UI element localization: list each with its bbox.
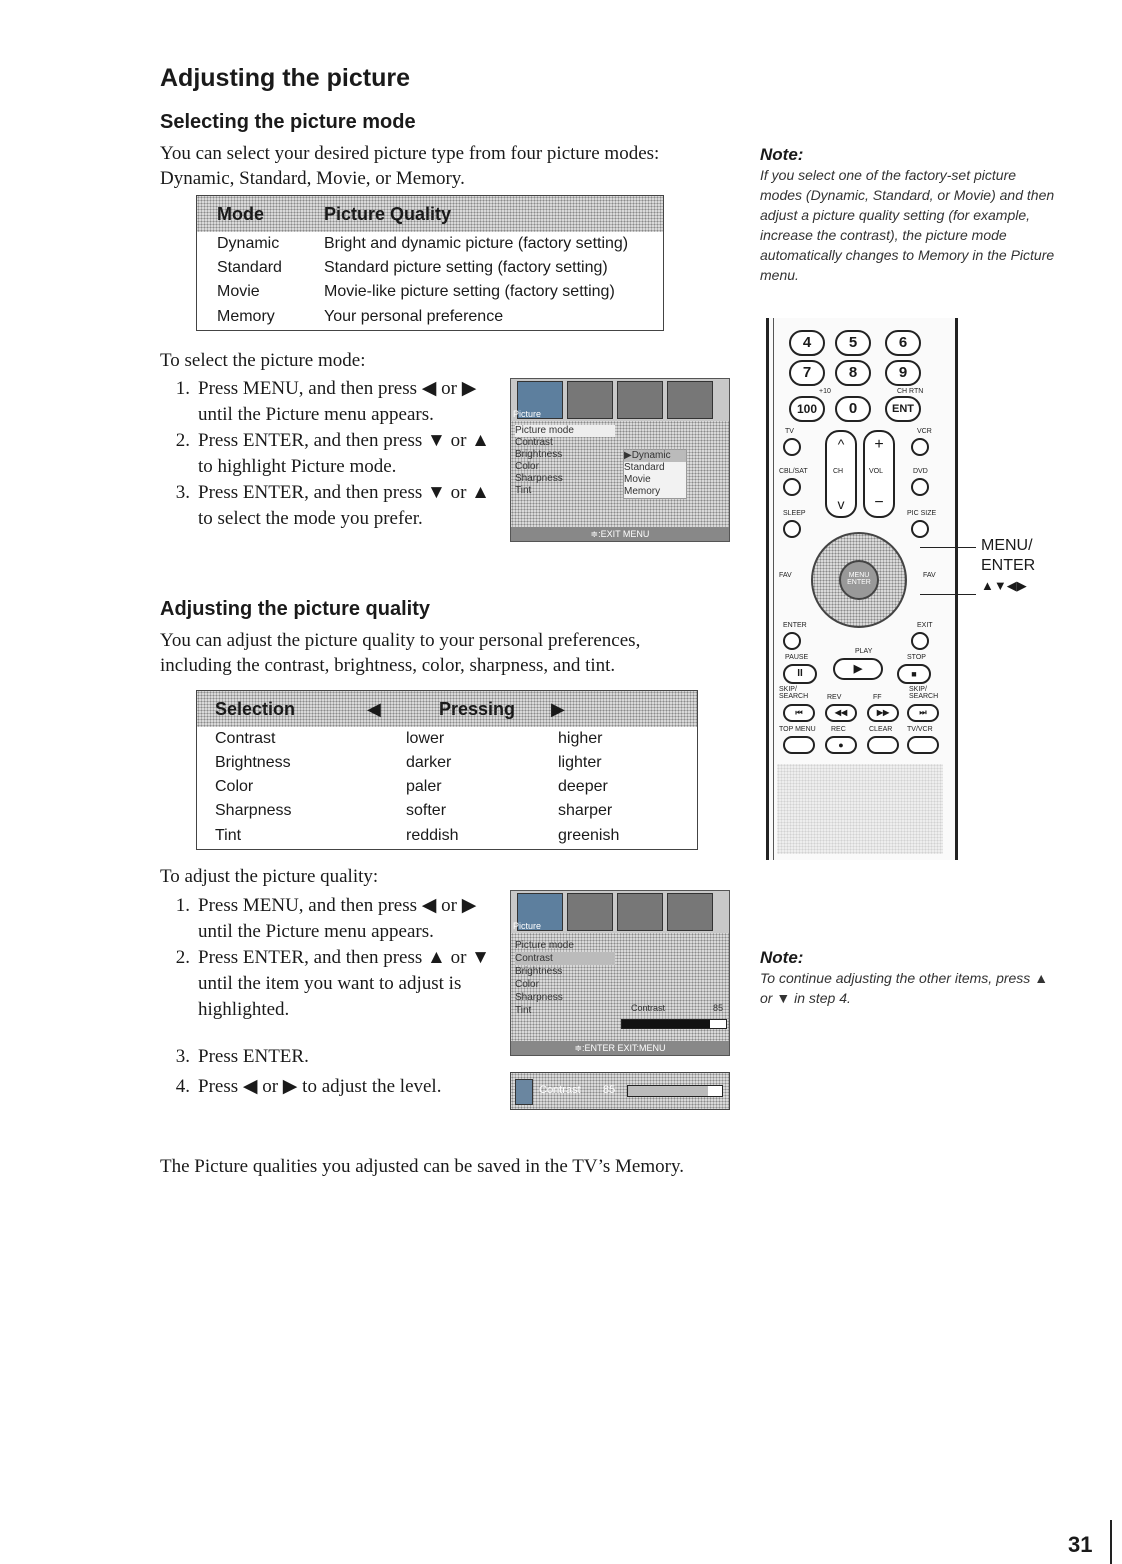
osd-title: Picture	[513, 921, 542, 931]
label-fav-right: FAV	[923, 572, 936, 579]
table-row	[197, 775, 697, 799]
play-icon: ▶	[833, 658, 883, 680]
label-enter: ENTER	[783, 622, 807, 629]
callout-menu: MENU/	[981, 537, 1033, 554]
osd-item: Brightness	[515, 449, 563, 460]
osd-icon-bar	[511, 379, 729, 421]
picture-mode-osd-screenshot	[510, 378, 730, 542]
picture-mode-intro: You can select your desired picture type from four picture modes: Dynamic, Standard, Movie, or Memory.	[160, 143, 660, 189]
button-7: 7	[789, 360, 825, 386]
right-effect-cell: greenish	[558, 827, 620, 844]
contrast-level-bar	[510, 1072, 730, 1110]
osd-item: Tint	[515, 485, 532, 496]
right-effect-cell: higher	[558, 730, 603, 747]
channel-rocker	[825, 430, 857, 518]
step-text: Press MENU, and then press ◀ or ▶ until the Picture menu appears.	[198, 895, 477, 942]
table-row	[197, 280, 663, 304]
page-number-rule	[1110, 1520, 1112, 1564]
right-effect-cell: deeper	[558, 778, 608, 795]
table-row	[197, 232, 663, 256]
channel-icon	[667, 381, 713, 419]
quality-cell: Standard picture setting (factory setting)	[324, 259, 608, 276]
label-tvvcr: TV/VCR	[907, 726, 933, 733]
list-item	[160, 428, 500, 480]
enter-button	[783, 632, 801, 650]
osd-option: Movie	[624, 474, 651, 485]
osd-item: Picture mode	[515, 940, 574, 951]
callout-line-arrows	[920, 594, 976, 595]
list-item	[160, 893, 510, 945]
directional-pad	[811, 532, 907, 628]
remote-edge-line	[773, 318, 774, 860]
step-text: Press ENTER, and then press ▲ or ▼ until the item you want to adjust is highlighted.	[198, 947, 490, 1020]
osd-item: Brightness	[515, 966, 563, 977]
osd-item: Sharpness	[515, 992, 563, 1003]
osd-item: Color	[515, 979, 539, 990]
step-text: Press ◀ or ▶ to adjust the level.	[198, 1076, 442, 1097]
selection-cell: Brightness	[215, 754, 291, 771]
cblsat-button	[783, 478, 801, 496]
setup-icon	[617, 381, 663, 419]
callout-arrows: ▲▼◀▶	[981, 578, 1027, 593]
osd-item: Contrast	[515, 952, 615, 965]
osd-slider-label: Contrast	[631, 1003, 666, 1013]
dvd-button	[911, 478, 929, 496]
picture-quality-intro: You can adjust the picture quality to your personal preferences, including the contrast, brightness, color, sharpness, and tint.	[160, 630, 641, 676]
left-effect-cell: lower	[406, 730, 445, 747]
level-value: 85	[603, 1084, 616, 1096]
step-text: Press ENTER, and then press ▼ or ▲ to highlight Picture mode.	[198, 430, 490, 477]
label-ch: CH	[833, 468, 844, 475]
button-100: 100	[789, 396, 825, 422]
top-menu-button	[783, 736, 815, 754]
osd-option: ▶Dynamic	[624, 450, 686, 462]
step-number: 3.	[175, 482, 190, 503]
osd-menu-list	[515, 425, 615, 497]
step-number: 3.	[175, 1046, 190, 1067]
mode-cell: Movie	[217, 283, 260, 300]
table-row	[197, 823, 697, 849]
picture-quality-steps-intro: To adjust the picture quality:	[160, 866, 379, 887]
minus-icon: −	[874, 494, 884, 511]
tv-button	[783, 438, 801, 456]
osd-title: Picture	[513, 409, 542, 419]
note-title: Note:	[760, 948, 804, 967]
step-text: Press ENTER, and then press ▼ or ▲ to select the mode you prefer.	[198, 482, 490, 529]
label-rec: REC	[831, 726, 846, 733]
note-text: If you select one of the factory-set picture modes (Dynamic, Standard, or Movie) and then adjust a picture quality setting (for example, increase the contrast), the picture mode automatically changes to Memory in the Picture menu.	[760, 167, 1055, 283]
list-item	[160, 1044, 510, 1070]
label-tv: TV	[785, 428, 794, 435]
level-track	[627, 1085, 723, 1097]
osd-option: Memory	[624, 486, 661, 497]
label-dvd: DVD	[913, 468, 928, 475]
closing-sentence: The Picture qualities you adjusted can be saved in the TV’s Memory.	[160, 1156, 684, 1177]
label-cblsat: CBL/SAT	[779, 468, 808, 475]
label-skip-fwd: SKIP/ SEARCH	[909, 686, 939, 700]
channel-icon	[667, 893, 713, 931]
picture-quality-steps	[160, 893, 510, 1023]
left-effect-cell: softer	[406, 802, 447, 819]
note-title: Note:	[760, 145, 804, 164]
exit-button	[911, 632, 929, 650]
tvvcr-button	[907, 736, 939, 754]
volume-rocker	[863, 430, 895, 518]
osd-slider-readout	[631, 1003, 723, 1013]
button-9: 9	[885, 360, 921, 386]
quality-cell: Your personal preference	[324, 308, 504, 325]
level-fill	[628, 1086, 708, 1096]
picture-mode-table	[196, 195, 664, 331]
plus-icon: +	[874, 436, 884, 453]
list-item	[160, 1074, 510, 1100]
table-header-row	[197, 196, 663, 232]
list-item	[160, 945, 510, 1023]
picture-quality-osd-screenshot	[510, 890, 730, 1056]
audio-icon	[567, 381, 613, 419]
right-arrow-icon: ▶	[551, 698, 565, 719]
label-clear: CLEAR	[869, 726, 893, 733]
label-play: PLAY	[855, 648, 873, 655]
picture-quality-table	[196, 690, 698, 850]
table-header-pressing: Pressing	[439, 698, 516, 719]
step-number: 2.	[175, 430, 190, 451]
label-exit: EXIT	[917, 622, 933, 629]
audio-icon	[567, 893, 613, 931]
label-plus10: +10	[819, 388, 831, 395]
page-number: 31	[1068, 1532, 1093, 1557]
note-continue-adjusting	[760, 948, 1060, 1008]
quality-cell: Movie-like picture setting (factory setting)	[324, 283, 615, 300]
callout-line-menu	[920, 547, 976, 548]
left-effect-cell: reddish	[406, 827, 459, 844]
osd-item: Color	[515, 461, 539, 472]
level-label: Contrast	[539, 1084, 581, 1096]
label-stop: STOP	[907, 654, 926, 661]
step-number: 4.	[175, 1076, 190, 1097]
quality-cell: Bright and dynamic picture (factory setting)	[324, 235, 629, 252]
label-rev: REV	[827, 694, 842, 701]
label-sleep: SLEEP	[783, 510, 806, 517]
clear-button	[867, 736, 899, 754]
label-pause: PAUSE	[785, 654, 809, 661]
remote-control-illustration	[766, 318, 958, 860]
note-text: To continue adjusting the other items, press ▲ or ▼ in step 4.	[760, 970, 1049, 1006]
osd-menu-list	[515, 939, 615, 1017]
table-row	[197, 256, 663, 280]
table-row	[197, 751, 697, 775]
osd-item: Sharpness	[515, 473, 563, 484]
pause-icon: II	[783, 664, 817, 684]
table-row	[197, 799, 697, 823]
osd-slider-fill	[622, 1020, 710, 1028]
osd-slider-value: 85	[712, 1003, 723, 1013]
label-topmenu: TOP MENU	[779, 726, 816, 733]
section-heading-picture-quality: Adjusting the picture quality	[160, 598, 431, 620]
table-row	[197, 727, 697, 751]
list-item	[160, 480, 500, 532]
step-number: 1.	[175, 895, 190, 916]
button-6: 6	[885, 330, 921, 356]
button-0: 0	[835, 396, 871, 422]
table-header-mode: Mode	[217, 203, 264, 224]
selection-cell: Tint	[215, 827, 242, 844]
menu-enter-button: MENU ENTER	[839, 560, 879, 600]
picture-icon	[515, 1079, 533, 1105]
record-icon: ●	[825, 736, 857, 754]
osd-item: Picture mode	[515, 425, 615, 437]
label-vol: VOL	[869, 468, 884, 475]
osd-footer: ≑:EXIT MENU	[511, 527, 729, 541]
label-vcr: VCR	[917, 428, 932, 435]
osd-slider-track	[621, 1019, 727, 1029]
fast-forward-icon: ▶▶	[867, 704, 899, 722]
right-effect-cell: lighter	[558, 754, 602, 771]
step-number: 2.	[175, 947, 190, 968]
osd-options-popup	[623, 449, 687, 499]
sleep-button	[783, 520, 801, 538]
chevron-down-icon: v	[837, 496, 845, 512]
chevron-up-icon: ^	[837, 436, 845, 452]
step-text: Press MENU, and then press ◀ or ▶ until the Picture menu appears.	[198, 378, 477, 425]
left-effect-cell: darker	[406, 754, 452, 771]
setup-icon	[617, 893, 663, 931]
list-item	[160, 376, 500, 428]
picture-mode-steps-intro: To select the picture mode:	[160, 350, 366, 371]
table-row	[197, 304, 663, 330]
mode-cell: Dynamic	[217, 235, 280, 252]
mode-cell: Memory	[217, 308, 275, 325]
vcr-button	[911, 438, 929, 456]
label-skip-back: SKIP/ SEARCH	[779, 686, 809, 700]
selection-cell: Color	[215, 778, 254, 795]
picsize-button	[911, 520, 929, 538]
picture-mode-steps	[160, 376, 500, 532]
remote-callout	[981, 536, 1035, 596]
step-text: Press ENTER.	[198, 1046, 309, 1067]
right-effect-cell: sharper	[558, 802, 613, 819]
label-picsize: PIC SIZE	[907, 510, 937, 517]
step-number: 1.	[175, 378, 190, 399]
left-effect-cell: paler	[406, 778, 442, 795]
label-fav-left: FAV	[779, 572, 792, 579]
stop-icon: ■	[897, 664, 931, 684]
skip-back-icon: ⏮	[783, 704, 815, 722]
button-4: 4	[789, 330, 825, 356]
callout-enter: ENTER	[981, 557, 1036, 574]
label-chrtn: CH RTN	[897, 388, 924, 395]
osd-item: Tint	[515, 1005, 532, 1016]
table-header-selection: Selection	[215, 698, 296, 719]
selection-cell: Contrast	[215, 730, 276, 747]
button-5: 5	[835, 330, 871, 356]
osd-option: Standard	[624, 462, 665, 473]
osd-icon-bar	[511, 891, 729, 933]
rewind-icon: ◀◀	[825, 704, 857, 722]
table-header-row	[197, 691, 697, 727]
left-arrow-icon: ◀	[367, 698, 381, 719]
picture-quality-steps-continued	[160, 1044, 510, 1100]
button-8: 8	[835, 360, 871, 386]
mode-cell: Standard	[217, 259, 282, 276]
label-ff: FF	[873, 694, 882, 701]
osd-item: Contrast	[515, 437, 553, 448]
page-title: Adjusting the picture	[160, 64, 410, 92]
section-heading-picture-mode: Selecting the picture mode	[160, 111, 416, 133]
skip-forward-icon: ⏭	[907, 704, 939, 722]
selection-cell: Sharpness	[215, 802, 292, 819]
remote-lower-body	[777, 764, 943, 854]
button-ent: ENT	[885, 396, 921, 422]
note-picture-mode	[760, 145, 1060, 285]
table-header-picture-quality: Picture Quality	[324, 203, 452, 224]
osd-footer: ≑:ENTER EXIT:MENU	[511, 1041, 729, 1055]
